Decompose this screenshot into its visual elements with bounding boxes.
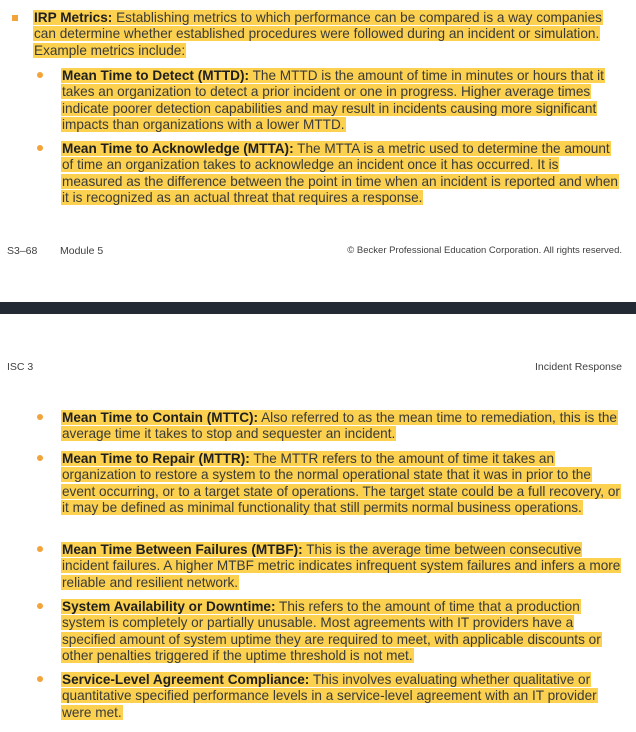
irp-metrics-paragraph (33, 10, 625, 59)
footer-copyright: © Becker Professional Education Corporation. All rights reserved. (347, 245, 622, 256)
list-item-title: Mean Time to Contain (MTTC): (62, 410, 259, 425)
list-item-mtta (61, 141, 621, 206)
bullet-dot-icon (37, 546, 43, 552)
list-item-sla-compliance (61, 672, 621, 721)
list-item-mttr (61, 451, 621, 516)
list-item-mttd (61, 68, 621, 133)
list-item-title: Mean Time to Detect (MTTD): (62, 68, 250, 83)
list-item-mtbf (61, 542, 621, 591)
footer-module: Module 5 (60, 245, 104, 257)
header-right: Incident Response (535, 361, 622, 373)
list-item-title: Mean Time to Acknowledge (MTTA): (62, 141, 294, 156)
list-item-mttc (61, 410, 621, 443)
header-left: ISC 3 (7, 361, 34, 373)
bullet-dot-icon (37, 676, 43, 682)
list-item-text: The MTTR refers to the amount of time it takes an organization to restore a system to the normal operational state that it was in prior to the event occurring, or to a target state of operations. The target state could be a full recovery, or it may be defined as minimal functionality that still permits normal business operations. (62, 451, 620, 515)
list-item-title: Service-Level Agreement Compliance: (62, 672, 310, 687)
list-item-text: The MTTD is the amount of time in minutes or hours that it takes an organization to detect a prior incident or one in progress. Higher average times indicate poorer detection capabilities and may result in incidents causing more significant impacts than organizations with a lower MTTD. (62, 68, 604, 132)
list-item-text: The MTTA is a metric used to determine the amount of time an organization takes to acknowledge an incident once it has occurred. It is measured as the difference between the point in time when an incident is reported and when it is recognized as an actual threat that requires a response. (62, 141, 618, 205)
list-item-text: Also referred to as the mean time to remediation, this is the average time it takes to stop and sequester an incident. (62, 410, 617, 442)
bullet-dot-icon (37, 72, 43, 78)
list-item-title: System Availability or Downtime: (62, 599, 276, 614)
bullet-dot-icon (37, 414, 43, 420)
list-item-text: This refers to the amount of time that a production system is completely or partially unusable. Most agreements with IT providers have a specified amount of system uptime they are required to meet, with applicable discounts or other penalties triggered if the uptime threshold is not met. (62, 599, 601, 663)
list-item-text: This involves evaluating whether qualitative or quantitative specified performance levels in a service-level agreement with an IT provider were met. (62, 672, 597, 720)
irp-metrics-text: Establishing metrics to which performance can be compared is a way companies can determine whether established procedures were followed during an incident or simulation. Example metrics include: (34, 10, 602, 58)
list-item-text: This is the average time between consecutive incident failures. A higher MTBF metric indicates infrequent system failures and infers a more reliable and resilient network. (62, 542, 621, 590)
page-divider (0, 302, 636, 314)
irp-metrics-title: IRP Metrics: (34, 10, 113, 25)
list-item-title: Mean Time to Repair (MTTR): (62, 451, 250, 466)
bottom-page (0, 314, 636, 732)
bullet-dot-icon (37, 145, 43, 151)
list-item-availability (61, 599, 621, 664)
bullet-dot-icon (37, 603, 43, 609)
bullet-dot-icon (37, 455, 43, 461)
list-item-title: Mean Time Between Failures (MTBF): (62, 542, 303, 557)
square-bullet-icon (12, 15, 18, 21)
footer-page-number: S3–68 (7, 245, 38, 257)
top-page (0, 0, 636, 302)
